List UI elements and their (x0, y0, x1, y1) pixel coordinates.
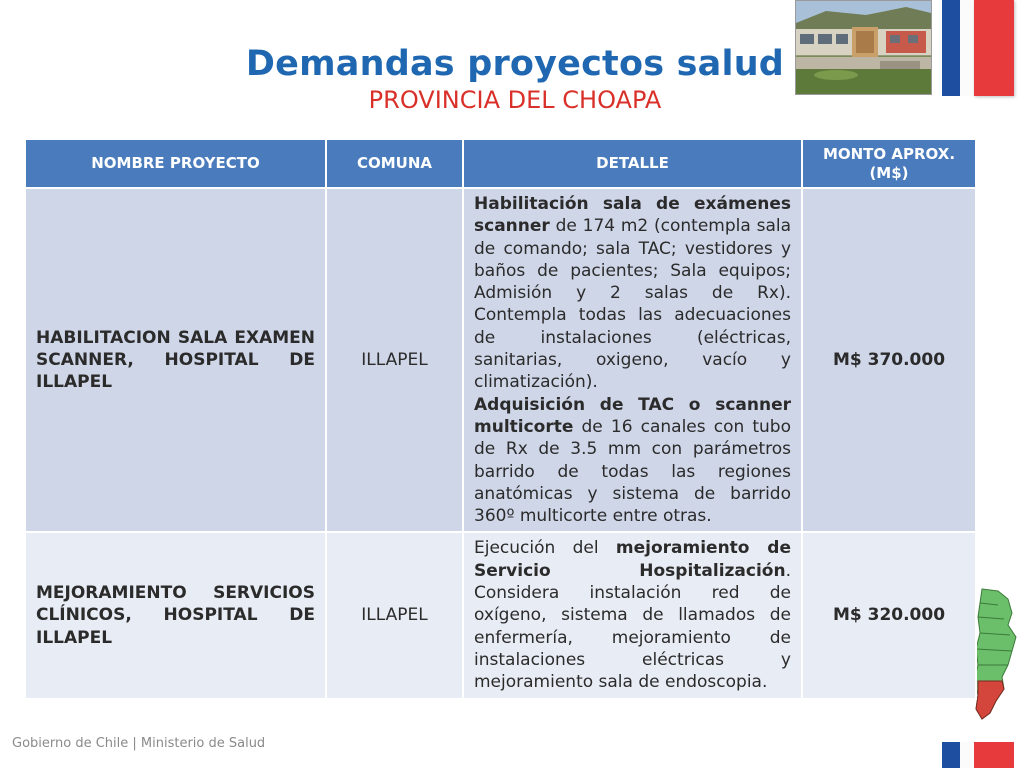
detalle-cell (464, 533, 801, 697)
monto-cell: M$ 370.000 (803, 189, 975, 531)
detalle-bold-text: Habilitación sala de exámenes scanner (474, 194, 791, 237)
projects-table (24, 138, 977, 700)
detalle-text: de 174 m2 (contempla sala de comando; sala TAC; vestidores y baños de pacientes; Sala equipos; Admisión y 2 salas de Rx). Contempla todas las adecuaciones de instalaciones (eléctricas, sanitarias, oxigeno, vacío y climatización). (474, 216, 791, 393)
monto-cell: M$ 320.000 (803, 533, 975, 697)
page-subtitle: PROVINCIA DEL CHOAPA (368, 86, 662, 114)
column-header-monto: MONTO APROX. (M$) (803, 140, 975, 187)
detalle-cell (464, 189, 801, 531)
detalle-text: . Considera instalación red de oxígeno, sistema de llamados de enfermería, mejoramiento de instalaciones eléctricas y mejoramiento sala de endoscopia. (474, 560, 791, 693)
footer-text: Gobierno de Chile | Ministerio de Salud (12, 736, 266, 751)
project-name-cell: MEJORAMIENTO SERVICIOS CLÍNICOS, HOSPITAL DE ILLAPEL (26, 533, 325, 697)
detalle-bold-text: mejoramiento de Servicio Hospitalización (474, 538, 791, 581)
column-header-comuna: COMUNA (327, 140, 462, 187)
page-title: Demandas proyectos salud (245, 44, 785, 84)
column-header-nombre: NOMBRE PROYECTO (26, 140, 325, 187)
flag-stripe-red-bottom (974, 742, 1014, 768)
table-header-row (26, 140, 975, 187)
comuna-cell: ILLAPEL (327, 533, 462, 697)
detalle-text: de 16 canales con tubo de Rx de 3.5 mm con parámetros barrido de todas las regiones anatómicas y sistema de barrido 360º multicorte entre otras. (474, 416, 791, 527)
table-row (26, 533, 975, 697)
column-header-detalle: DETALLE (464, 140, 801, 187)
table-row (26, 189, 975, 531)
comuna-cell: ILLAPEL (327, 189, 462, 531)
project-name-cell: HABILITACION SALA EXAMEN SCANNER, HOSPITAL DE ILLAPEL (26, 189, 325, 531)
detalle-bold-text: Adquisición de TAC o scanner multicorte (474, 394, 791, 437)
flag-stripe-white-bottom (960, 742, 974, 768)
detalle-text: Ejecución del (474, 538, 616, 559)
